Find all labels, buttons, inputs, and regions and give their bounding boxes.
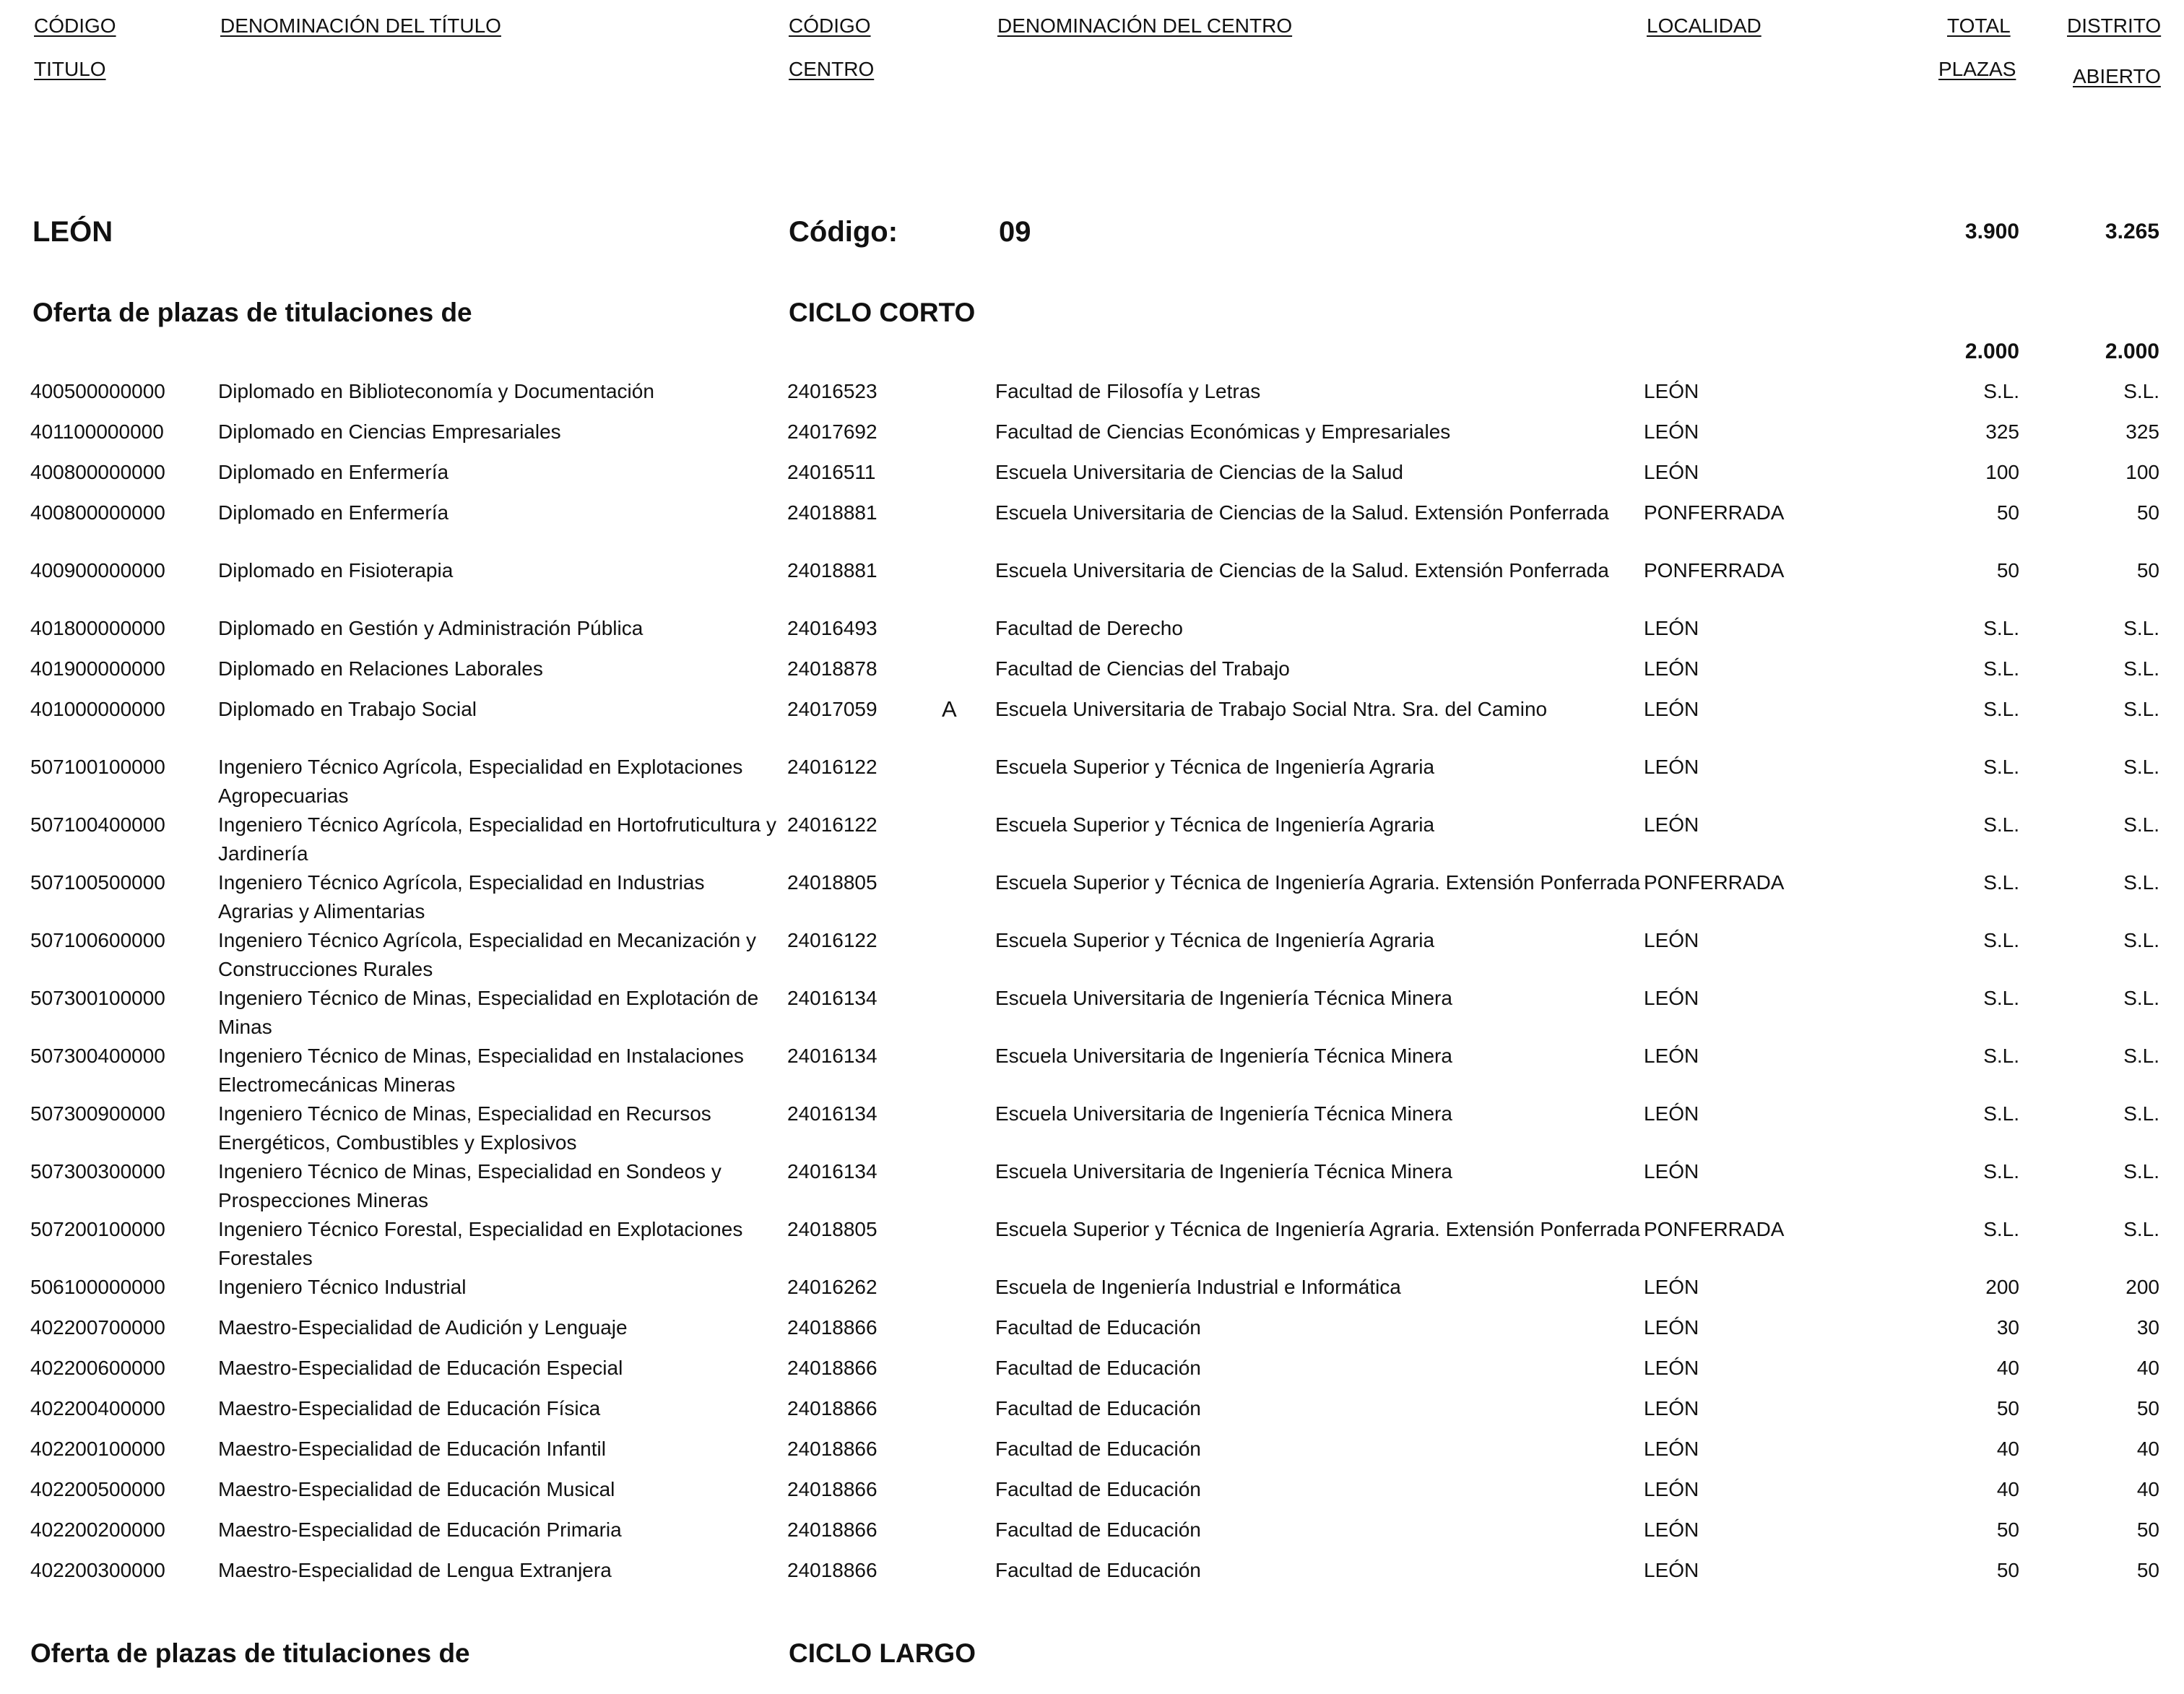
localidad: LEÓN	[1644, 1438, 1699, 1460]
localidad: PONFERRADA	[1644, 501, 1785, 524]
centro-code: 24018881	[787, 501, 878, 524]
centro-name: Escuela Superior y Técnica de Ingeniería Agraria. Extensión Ponferrada	[995, 871, 1640, 894]
centro-code: 24018866	[787, 1478, 878, 1500]
centro-code: 24018866	[787, 1357, 878, 1379]
centro-name: Facultad de Educación	[995, 1397, 1201, 1419]
centro-name: Escuela Universitaria de Trabajo Social Ntra. Sra. del Camino	[995, 698, 1548, 720]
total-plazas: S.L.	[1983, 657, 2019, 680]
localidad: LEÓN	[1644, 1518, 1699, 1541]
titulo-name: Maestro-Especialidad de Educación Infantil	[218, 1438, 606, 1460]
titulo-code: 507300900000	[30, 1102, 165, 1125]
titulo-code: 402200600000	[30, 1357, 165, 1379]
centro-code: 24018805	[787, 1218, 878, 1240]
university-distrito-abierto: 3.265	[2105, 220, 2159, 243]
titulo-code: 507300300000	[30, 1160, 165, 1183]
distrito-abierto: S.L.	[2123, 380, 2159, 402]
titulo-name: Diplomado en Enfermería	[218, 501, 449, 524]
localidad: PONFERRADA	[1644, 559, 1785, 582]
centro-name: Facultad de Educación	[995, 1478, 1201, 1500]
titulo-code: 402200300000	[30, 1559, 165, 1581]
distrito-abierto: S.L.	[2123, 657, 2159, 680]
titulo-code: 402200500000	[30, 1478, 165, 1500]
localidad: LEÓN	[1644, 1397, 1699, 1419]
centro-name: Escuela Universitaria de Ingeniería Técnica Minera	[995, 1045, 1452, 1067]
total-plazas: S.L.	[1983, 1218, 2019, 1240]
distrito-abierto: 40	[2136, 1478, 2159, 1500]
centro-flag: A	[942, 696, 957, 722]
localidad: PONFERRADA	[1644, 871, 1785, 894]
centro-name: Escuela Universitaria de Ingeniería Técnica Minera	[995, 1160, 1452, 1183]
distrito-abierto: S.L.	[2123, 1102, 2159, 1125]
titulo-name: Diplomado en Relaciones Laborales	[218, 657, 543, 680]
centro-code: 24018805	[787, 871, 878, 894]
titulo-code: 507300100000	[30, 987, 165, 1009]
distrito-abierto: 30	[2136, 1316, 2159, 1339]
localidad: LEÓN	[1644, 617, 1699, 639]
centro-name: Facultad de Ciencias del Trabajo	[995, 657, 1290, 680]
titulo-name: Ingeniero Técnico Agrícola, Especialidad en Mecanización y Construcciones Rurales	[218, 929, 757, 980]
titulo-name: Ingeniero Técnico Industrial	[218, 1276, 467, 1298]
total-plazas: S.L.	[1983, 756, 2019, 778]
titulo-name: Diplomado en Fisioterapia	[218, 559, 454, 582]
header-codigo-titulo: CÓDIGO	[34, 14, 116, 37]
titulo-name: Diplomado en Trabajo Social	[218, 698, 477, 720]
localidad: LEÓN	[1644, 1045, 1699, 1067]
titulo-code: 507100100000	[30, 756, 165, 778]
centro-code: 24018878	[787, 657, 878, 680]
localidad: LEÓN	[1644, 1160, 1699, 1183]
centro-name: Escuela Universitaria de Ciencias de la Salud	[995, 461, 1403, 483]
localidad: LEÓN	[1644, 1559, 1699, 1581]
centro-name: Escuela Universitaria de Ciencias de la Salud. Extensión Ponferrada	[995, 559, 1609, 582]
centro-name: Facultad de Educación	[995, 1438, 1201, 1460]
total-plazas: S.L.	[1983, 987, 2019, 1009]
header-total: TOTAL	[1947, 14, 2011, 37]
titulo-name: Ingeniero Técnico Agrícola, Especialidad en Explotaciones Agropecuarias	[218, 756, 743, 807]
header-codigo-centro: CÓDIGO	[789, 14, 871, 37]
localidad: LEÓN	[1644, 420, 1699, 443]
centro-code: 24018866	[787, 1559, 878, 1581]
ciclo-corto-distrito-abierto: 2.000	[2105, 340, 2159, 363]
titulo-code: 401100000000	[30, 420, 164, 443]
header-abierto: ABIERTO	[2073, 65, 2161, 87]
titulo-code: 507100400000	[30, 813, 165, 836]
localidad: LEÓN	[1644, 756, 1699, 778]
total-plazas: S.L.	[1983, 617, 2019, 639]
centro-name: Facultad de Educación	[995, 1518, 1201, 1541]
distrito-abierto: 50	[2136, 559, 2159, 582]
titulo-code: 507200100000	[30, 1218, 165, 1240]
localidad: LEÓN	[1644, 380, 1699, 402]
titulo-name: Maestro-Especialidad de Educación Física	[218, 1397, 601, 1419]
centro-code: 24018866	[787, 1438, 878, 1460]
titulo-code: 401000000000	[30, 698, 165, 720]
centro-name: Facultad de Filosofía y Letras	[995, 380, 1261, 402]
distrito-abierto: S.L.	[2123, 1045, 2159, 1067]
titulo-name: Ingeniero Técnico Agrícola, Especialidad en Industrias Agrarias y Alimentarias	[218, 871, 705, 922]
titulo-code: 507100600000	[30, 929, 165, 951]
distrito-abierto: 50	[2136, 1397, 2159, 1419]
ciclo-corto-total-plazas: 2.000	[1964, 340, 2019, 363]
distrito-abierto: S.L.	[2123, 698, 2159, 720]
titulo-code: 507100500000	[30, 871, 165, 894]
localidad: PONFERRADA	[1644, 1218, 1785, 1240]
header-distrito: DISTRITO	[2067, 14, 2162, 37]
ciclo-largo-title: CICLO LARGO	[789, 1638, 976, 1668]
total-plazas: 200	[1985, 1276, 2019, 1298]
distrito-abierto: S.L.	[2123, 871, 2159, 894]
titulo-name: Ingeniero Técnico Agrícola, Especialidad en Hortofruticultura y Jardinería	[218, 813, 777, 865]
header-centro: CENTRO	[789, 58, 875, 80]
distrito-abierto: 100	[2126, 461, 2159, 483]
total-plazas: S.L.	[1983, 1160, 2019, 1183]
distrito-abierto: 40	[2136, 1357, 2159, 1379]
localidad: LEÓN	[1644, 813, 1699, 836]
total-plazas: 50	[1996, 559, 2019, 582]
centro-code: 24018866	[787, 1397, 878, 1419]
titulo-code: 401800000000	[30, 617, 165, 639]
titulo-code: 402200100000	[30, 1438, 165, 1460]
centro-code: 24016122	[787, 929, 878, 951]
total-plazas: 40	[1996, 1438, 2019, 1460]
distrito-abierto: 40	[2136, 1438, 2159, 1460]
centro-code: 24016493	[787, 617, 878, 639]
total-plazas: S.L.	[1983, 871, 2019, 894]
localidad: LEÓN	[1644, 1102, 1699, 1125]
ciclo-corto-title: CICLO CORTO	[789, 298, 976, 327]
distrito-abierto: 50	[2136, 501, 2159, 524]
titulo-name: Ingeniero Técnico Forestal, Especialidad en Explotaciones Forestales	[218, 1218, 743, 1269]
centro-name: Escuela de Ingeniería Industrial e Informática	[995, 1276, 1401, 1298]
centro-code: 24016122	[787, 756, 878, 778]
localidad: LEÓN	[1644, 657, 1699, 680]
titulo-name: Diplomado en Ciencias Empresariales	[218, 420, 561, 443]
titulo-name: Maestro-Especialidad de Educación Especial	[218, 1357, 623, 1379]
centro-name: Facultad de Derecho	[995, 617, 1183, 639]
university-codigo-value: 09	[999, 216, 1031, 248]
total-plazas: 325	[1985, 420, 2019, 443]
university-name: LEÓN	[32, 216, 113, 248]
localidad: LEÓN	[1644, 1316, 1699, 1339]
centro-name: Escuela Universitaria de Ingeniería Técnica Minera	[995, 1102, 1452, 1125]
centro-name: Escuela Superior y Técnica de Ingeniería Agraria	[995, 813, 1435, 836]
titulo-code: 402200400000	[30, 1397, 165, 1419]
titulo-code: 507300400000	[30, 1045, 165, 1067]
centro-code: 24017059	[787, 698, 878, 720]
total-plazas: 50	[1996, 1518, 2019, 1541]
total-plazas: 50	[1996, 501, 2019, 524]
titulo-name: Ingeniero Técnico de Minas, Especialidad en Explotación de Minas	[218, 987, 759, 1038]
centro-code: 24016262	[787, 1276, 878, 1298]
centro-code: 24016523	[787, 380, 878, 402]
localidad: LEÓN	[1644, 461, 1699, 483]
centro-name: Escuela Universitaria de Ingeniería Técnica Minera	[995, 987, 1452, 1009]
total-plazas: 30	[1996, 1316, 2019, 1339]
header-localidad: LOCALIDAD	[1647, 14, 1762, 37]
centro-code: 24016134	[787, 1102, 878, 1125]
centro-name: Facultad de Educación	[995, 1559, 1201, 1581]
header-titulo: TITULO	[34, 58, 106, 80]
distrito-abierto: 325	[2126, 420, 2159, 443]
total-plazas: S.L.	[1983, 929, 2019, 951]
university-total-plazas: 3.900	[1964, 220, 2019, 243]
titulo-code: 402200700000	[30, 1316, 165, 1339]
titulo-code: 506100000000	[30, 1276, 165, 1298]
localidad: LEÓN	[1644, 1357, 1699, 1379]
titulo-name: Maestro-Especialidad de Audición y Lenguaje	[218, 1316, 628, 1339]
centro-code: 24018866	[787, 1518, 878, 1541]
total-plazas: 40	[1996, 1357, 2019, 1379]
distrito-abierto: S.L.	[2123, 1218, 2159, 1240]
centro-code: 24016134	[787, 987, 878, 1009]
total-plazas: 40	[1996, 1478, 2019, 1500]
centro-code: 24018881	[787, 559, 878, 582]
total-plazas: 50	[1996, 1397, 2019, 1419]
centro-name: Escuela Universitaria de Ciencias de la Salud. Extensión Ponferrada	[995, 501, 1609, 524]
total-plazas: 100	[1985, 461, 2019, 483]
centro-code: 24018866	[787, 1316, 878, 1339]
titulo-name: Ingeniero Técnico de Minas, Especialidad en Sondeos y Prospecciones Mineras	[218, 1160, 722, 1211]
titulo-code: 400900000000	[30, 559, 165, 582]
centro-name: Escuela Superior y Técnica de Ingeniería Agraria	[995, 756, 1435, 778]
distrito-abierto: S.L.	[2123, 813, 2159, 836]
total-plazas: S.L.	[1983, 698, 2019, 720]
titulo-name: Diplomado en Gestión y Administración Pública	[218, 617, 644, 639]
ciclo-corto-label: Oferta de plazas de titulaciones de	[32, 298, 472, 327]
localidad: LEÓN	[1644, 929, 1699, 951]
total-plazas: S.L.	[1983, 1045, 2019, 1067]
total-plazas: S.L.	[1983, 813, 2019, 836]
centro-name: Facultad de Educación	[995, 1357, 1201, 1379]
localidad: LEÓN	[1644, 1478, 1699, 1500]
titulo-code: 400800000000	[30, 501, 165, 524]
centro-name: Facultad de Educación	[995, 1316, 1201, 1339]
titulo-name: Diplomado en Biblioteconomía y Documentación	[218, 380, 654, 402]
centro-code: 24016511	[787, 461, 876, 483]
header-denominacion-titulo: DENOMINACIÓN DEL TÍTULO	[220, 14, 501, 37]
titulo-name: Maestro-Especialidad de Educación Primaria	[218, 1518, 622, 1541]
total-plazas: 50	[1996, 1559, 2019, 1581]
centro-name: Facultad de Ciencias Económicas y Empresariales	[995, 420, 1451, 443]
distrito-abierto: 50	[2136, 1559, 2159, 1581]
titulo-name: Diplomado en Enfermería	[218, 461, 449, 483]
distrito-abierto: S.L.	[2123, 929, 2159, 951]
ciclo-largo-label: Oferta de plazas de titulaciones de	[30, 1638, 470, 1668]
localidad: LEÓN	[1644, 698, 1699, 720]
titulo-name: Ingeniero Técnico de Minas, Especialidad en Recursos Energéticos, Combustibles y Explosivos	[218, 1102, 711, 1154]
total-plazas: S.L.	[1983, 1102, 2019, 1125]
distrito-abierto: S.L.	[2123, 617, 2159, 639]
centro-code: 24016134	[787, 1160, 878, 1183]
titulo-code: 400500000000	[30, 380, 165, 402]
localidad: LEÓN	[1644, 1276, 1699, 1298]
titulo-code: 401900000000	[30, 657, 165, 680]
centro-code: 24016134	[787, 1045, 878, 1067]
total-plazas: S.L.	[1983, 380, 2019, 402]
centro-code: 24016122	[787, 813, 878, 836]
header-denominacion-centro: DENOMINACIÓN DEL CENTRO	[997, 14, 1293, 37]
header-plazas: PLAZAS	[1938, 58, 2016, 80]
distrito-abierto: 50	[2136, 1518, 2159, 1541]
titulo-code: 402200200000	[30, 1518, 165, 1541]
titulo-name: Ingeniero Técnico de Minas, Especialidad en Instalaciones Electromecánicas Mineras	[218, 1045, 744, 1096]
distrito-abierto: S.L.	[2123, 1160, 2159, 1183]
centro-code: 24017692	[787, 420, 878, 443]
distrito-abierto: S.L.	[2123, 987, 2159, 1009]
localidad: LEÓN	[1644, 987, 1699, 1009]
centro-name: Escuela Superior y Técnica de Ingeniería Agraria. Extensión Ponferrada	[995, 1218, 1640, 1240]
distrito-abierto: S.L.	[2123, 756, 2159, 778]
university-codigo-label: Código:	[789, 216, 898, 248]
distrito-abierto: 200	[2126, 1276, 2159, 1298]
titulo-name: Maestro-Especialidad de Lengua Extranjera	[218, 1559, 612, 1581]
centro-name: Escuela Superior y Técnica de Ingeniería Agraria	[995, 929, 1435, 951]
titulo-name: Maestro-Especialidad de Educación Musical	[218, 1478, 615, 1500]
titulo-code: 400800000000	[30, 461, 165, 483]
